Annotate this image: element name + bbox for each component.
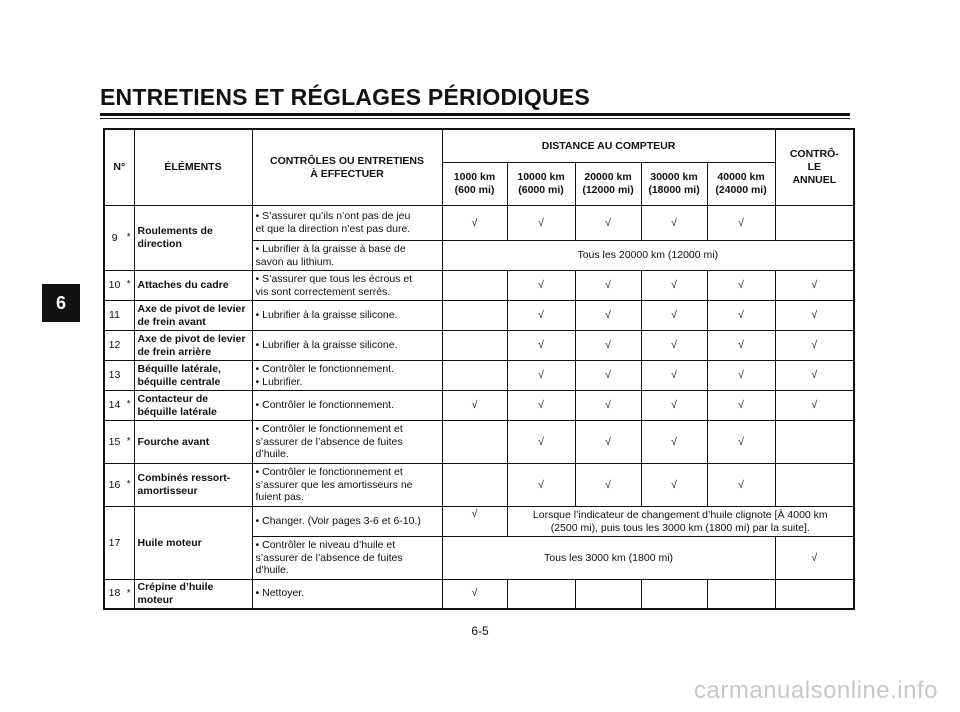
check-mark: √ xyxy=(507,391,575,421)
row-18 xyxy=(104,580,854,609)
check-mark: √ xyxy=(707,206,775,241)
row-num: 15 xyxy=(104,421,124,464)
check-mark: √ xyxy=(707,331,775,361)
element-name: Axe de pivot de levier de frein avant xyxy=(134,301,252,331)
check-mark: √ xyxy=(641,301,707,331)
check-mark: √ xyxy=(507,331,575,361)
star-mark: * xyxy=(124,271,134,301)
header-row-1 xyxy=(104,129,854,163)
watermark: carmanualsonline.info xyxy=(694,677,938,704)
empty-cell xyxy=(775,580,854,609)
star-mark: * xyxy=(124,206,134,271)
check-mark: √ xyxy=(507,271,575,301)
row-10 xyxy=(104,271,854,301)
empty-cell xyxy=(775,464,854,507)
check-mark: √ xyxy=(575,206,641,241)
check-mark: √ xyxy=(775,391,854,421)
empty-cell xyxy=(442,331,507,361)
empty-cell xyxy=(641,580,707,609)
star-empty xyxy=(124,361,134,391)
row-16 xyxy=(104,464,854,507)
check-mark: √ xyxy=(507,301,575,331)
check-mark: √ xyxy=(707,271,775,301)
check-mark: √ xyxy=(442,580,507,609)
interval-note: Tous les 3000 km (1800 mi) xyxy=(442,537,775,580)
row-14 xyxy=(104,391,854,421)
star-empty xyxy=(124,331,134,361)
check-mark: √ xyxy=(707,464,775,507)
check-mark: √ xyxy=(641,206,707,241)
star-mark: * xyxy=(124,580,134,609)
empty-cell xyxy=(507,580,575,609)
star-mark: * xyxy=(124,464,134,507)
element-name: Fourche avant xyxy=(134,421,252,464)
check-mark: √ xyxy=(442,507,507,537)
row-num: 11 xyxy=(104,301,124,331)
element-name: Combinés ressort-amortisseur xyxy=(134,464,252,507)
task-text: • Contrôler le fonctionnement. xyxy=(252,391,442,421)
title-rule xyxy=(100,113,850,116)
element-name: Roulements de direction xyxy=(134,206,252,271)
check-mark: √ xyxy=(641,464,707,507)
empty-cell xyxy=(442,421,507,464)
check-mark: √ xyxy=(707,421,775,464)
chapter-tab[interactable]: 6 xyxy=(42,284,80,322)
header-controls: CONTRÔLES OU ENTRETIENS À EFFECTUER xyxy=(252,129,442,206)
row-15 xyxy=(104,421,854,464)
check-mark: √ xyxy=(575,391,641,421)
task-text: • Contrôler le fonctionnement. • Lubrifier. xyxy=(252,361,442,391)
empty-cell xyxy=(442,301,507,331)
check-mark: √ xyxy=(707,391,775,421)
header-d3: 20000 km (12000 mi) xyxy=(575,163,641,206)
empty-cell xyxy=(442,464,507,507)
header-elements: ÉLÉMENTS xyxy=(134,129,252,206)
row-num: 18 xyxy=(104,580,124,609)
page-title: ENTRETIENS ET RÉGLAGES PÉRIODIQUES xyxy=(100,84,590,110)
check-mark: √ xyxy=(575,331,641,361)
task-text: • Changer. (Voir pages 3-6 et 6-10.) xyxy=(252,507,442,537)
element-name: Béquille latérale, béquille centrale xyxy=(134,361,252,391)
check-mark: √ xyxy=(707,301,775,331)
page-number: 6-5 xyxy=(471,624,489,638)
header-d1: 1000 km (600 mi) xyxy=(442,163,507,206)
task-text: • S’assurer que tous les écrous et vis sont correctement serrés. xyxy=(252,271,442,301)
check-mark: √ xyxy=(775,537,854,580)
header-d5: 40000 km (24000 mi) xyxy=(707,163,775,206)
task-text: • Lubrifier à la graisse silicone. xyxy=(252,331,442,361)
row-num: 16 xyxy=(104,464,124,507)
task-text: • Contrôler le niveau d’huile et s’assurer de l’absence de fuites d’huile. xyxy=(252,537,442,580)
element-name: Crépine d’huile moteur xyxy=(134,580,252,609)
element-name: Attaches du cadre xyxy=(134,271,252,301)
header-distance: DISTANCE AU COMPTEUR xyxy=(442,129,775,163)
interval-note: Tous les 20000 km (12000 mi) xyxy=(442,241,854,271)
task-text: • Lubrifier à la graisse à base de savon au lithium. xyxy=(252,241,442,271)
star-empty xyxy=(124,301,134,331)
row-13 xyxy=(104,361,854,391)
empty-cell xyxy=(442,271,507,301)
check-mark: √ xyxy=(641,421,707,464)
row-num: 12 xyxy=(104,331,124,361)
header-num: N° xyxy=(104,129,134,206)
empty-cell xyxy=(575,580,641,609)
check-mark: √ xyxy=(575,271,641,301)
check-mark: √ xyxy=(775,271,854,301)
row-11 xyxy=(104,301,854,331)
maintenance-table xyxy=(103,128,855,610)
task-text: • Contrôler le fonctionnement et s’assurer que les amortisseurs ne fuient pas. xyxy=(252,464,442,507)
check-mark: √ xyxy=(775,331,854,361)
header-d4: 30000 km (18000 mi) xyxy=(641,163,707,206)
star-mark: * xyxy=(124,421,134,464)
star-mark: * xyxy=(124,391,134,421)
check-mark: √ xyxy=(507,421,575,464)
check-mark: √ xyxy=(641,331,707,361)
row-num: 17 xyxy=(104,507,124,580)
row-12 xyxy=(104,331,854,361)
check-mark: √ xyxy=(575,464,641,507)
interval-note: Lorsque l’indicateur de changement d’huile clignote [À 4000 km (2500 mi), puis tous les 3000 km (1800 mi) par la suite]. xyxy=(507,507,854,537)
task-text: • Nettoyer. xyxy=(252,580,442,609)
check-mark: √ xyxy=(775,361,854,391)
check-mark: √ xyxy=(641,361,707,391)
row-num: 14 xyxy=(104,391,124,421)
element-name: Huile moteur xyxy=(134,507,252,580)
empty-cell xyxy=(775,421,854,464)
check-mark: √ xyxy=(442,206,507,241)
element-name: Contacteur de béquille latérale xyxy=(134,391,252,421)
empty-cell xyxy=(442,361,507,391)
empty-cell xyxy=(775,206,854,241)
check-mark: √ xyxy=(775,301,854,331)
task-text: • S’assurer qu’ils n’ont pas de jeu et que la direction n’est pas dure. xyxy=(252,206,442,241)
header-annual: CONTRÔ- LE ANNUEL xyxy=(775,129,854,206)
row-num: 9 xyxy=(104,206,124,271)
check-mark: √ xyxy=(442,391,507,421)
row-num: 10 xyxy=(104,271,124,301)
check-mark: √ xyxy=(507,361,575,391)
element-name: Axe de pivot de levier de frein arrière xyxy=(134,331,252,361)
check-mark: √ xyxy=(575,361,641,391)
check-mark: √ xyxy=(707,361,775,391)
check-mark: √ xyxy=(641,391,707,421)
check-mark: √ xyxy=(575,421,641,464)
row-9a xyxy=(104,206,854,241)
star-empty xyxy=(124,507,134,580)
header-d2: 10000 km (6000 mi) xyxy=(507,163,575,206)
task-text: • Lubrifier à la graisse silicone. xyxy=(252,301,442,331)
row-17a xyxy=(104,507,854,537)
row-num: 13 xyxy=(104,361,124,391)
check-mark: √ xyxy=(575,301,641,331)
check-mark: √ xyxy=(507,206,575,241)
check-mark: √ xyxy=(507,464,575,507)
task-text: • Contrôler le fonctionnement et s’assurer de l’absence de fuites d’huile. xyxy=(252,421,442,464)
title-rule-thin xyxy=(100,118,850,119)
check-mark: √ xyxy=(641,271,707,301)
empty-cell xyxy=(707,580,775,609)
